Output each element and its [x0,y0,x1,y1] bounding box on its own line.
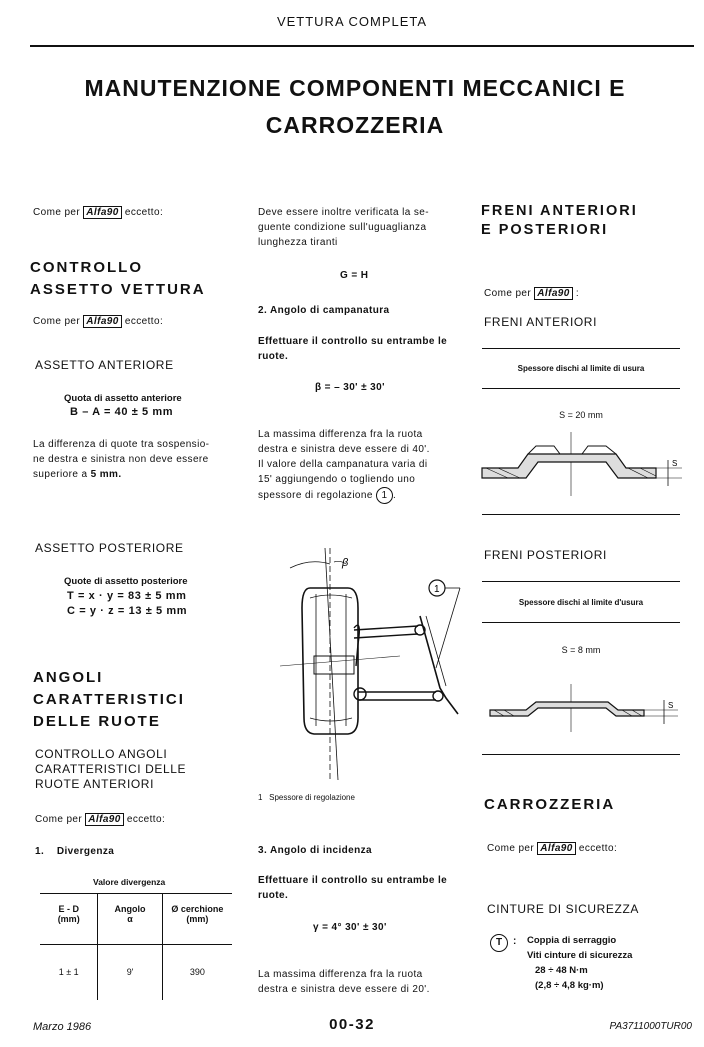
heading-line: FRENI ANTERIORI [481,203,638,219]
alfa90-badge: Alfa90 [83,315,121,328]
alfa90-badge: Alfa90 [85,813,123,826]
spessore-posteriori-label: Spessore dischi al limite d'usura [518,598,644,607]
torque-icon: T [490,934,508,952]
table-header-row [40,894,232,944]
campanatura-heading: 2. Angolo di campanatura [258,305,390,316]
heading-line: E POSTERIORI [481,222,609,238]
eccetto-text: eccetto: [126,814,166,825]
col3-come-per-2 [487,841,617,856]
text-line: Il valore della campanatura varia di [258,459,428,470]
disco-anteriore-diagram [478,430,688,500]
formula-line: T = x · y = 83 ± 5 mm [67,590,187,602]
section-header: VETTURA COMPLETA [276,14,428,29]
text-line: Coppia di serraggio [527,935,617,946]
col1-intro [33,205,163,220]
text-fragment: spessore di regolazione [258,490,373,501]
table-cell: 390 [189,967,205,977]
callout-circle: 1 [376,487,393,504]
valore-divergenza-caption: Valore divergenza [93,877,166,887]
heading-line: ASSETTO VETTURA [30,281,206,298]
divergenza-table [40,893,232,1000]
formula-anteriore: B – A = 40 ± 5 mm [70,406,174,418]
page-title [30,70,680,144]
rule [482,754,680,755]
text-line: Effettuare il controllo su entrambe le [258,875,448,886]
tiranti-paragraph [258,205,458,250]
col1-come-per-3 [35,812,165,827]
text-line: ruote. [258,890,289,901]
alfa90-badge: Alfa90 [83,206,121,219]
table-cell: 9' [98,945,162,1000]
angoli-caratteristici-heading [33,667,185,733]
controllo-angoli-heading [35,747,186,792]
come-per-text: Come per [33,207,81,218]
footer-code: PA3711000TUR00 [609,1021,692,1032]
text-line: destra e sinistra deve essere di 40'. [258,444,430,455]
page-number: 00-32 [329,1016,375,1033]
colon-text: : [575,288,580,299]
freni-heading [481,202,638,240]
text-line: 15' aggiungendo o togliendo uno [258,474,416,485]
table-row [40,945,232,1000]
col1-come-per-2 [33,314,163,329]
table-header-cell: Ø cerchione (mm) [171,904,224,924]
eccetto-text: eccetto: [124,207,164,218]
text-line: ne destra e sinistra non deve essere [33,454,209,465]
col3-come-per [484,286,579,301]
text-line: Effettuare il controllo su entrambe le [258,336,448,347]
eccetto-text: eccetto: [124,316,164,327]
s-anteriori-value: S = 20 mm [559,410,603,420]
eccetto-text: eccetto: [578,843,618,854]
beta-label: β [342,557,349,569]
s-dimension-label: S [668,701,674,710]
freni-anteriori-heading: FRENI ANTERIORI [484,315,598,329]
colon-text: : [513,936,517,947]
footer-date: Marzo 1986 [33,1021,92,1033]
text-line: guente condizione sull'uguaglianza [258,222,427,233]
cinture-heading: CINTURE DI SICUREZZA [487,902,640,916]
callout-number: 1 [434,584,440,595]
quota-anteriore-label: Quota di assetto anteriore [64,393,182,404]
divergenza-heading: 1. Divergenza [35,846,115,857]
campanatura-diagram [270,548,470,780]
page-title-line-1: MANUTENZIONE COMPONENTI MECCANICI E [84,75,626,101]
text-line [33,467,238,482]
text-line: La massima differenza fra la ruota [258,429,423,440]
text-fragment: superiore a [33,469,91,480]
alfa90-badge: Alfa90 [537,842,575,855]
heading-line: ANGOLI [33,669,104,686]
text-line: 28 ÷ 48 N·m [535,965,588,976]
disco-posteriore-diagram [478,680,688,736]
come-per-text: Come per [33,316,81,327]
campanatura-instruction [258,334,447,364]
s-posteriori-value: S = 8 mm [561,645,601,655]
table-header-cell: E - D (mm) [40,894,98,944]
formula-line: C = y · z = 13 ± 5 mm [67,605,188,617]
s-dimension-label: S [672,459,678,468]
table-cell: 1 ± 1 [40,945,98,1000]
rule [482,388,680,389]
spessore-anteriori-label: Spessore dischi al limite di usura [517,364,645,373]
eq-gh: G = H [340,270,369,281]
assetto-anteriore-heading: ASSETTO ANTERIORE [35,358,174,372]
text-line: La massima differenza fra la ruota [258,969,423,980]
page-title-line-2: CARROZZERIA [265,112,445,138]
text-line: ruote. [258,351,289,362]
formula-posteriore [67,589,187,619]
heading-line: CONTROLLO ANGOLI [35,747,168,761]
campanatura-paragraph [258,427,458,504]
heading-line: CONTROLLO [30,259,143,276]
incidenza-paragraph [258,967,458,997]
text-line: La differenza di quote tra sospensio- [33,439,210,450]
table-header-cell: Angolo α [98,894,162,944]
heading-line: CARATTERISTICI [33,691,185,708]
incidenza-heading: 3. Angolo di incidenza [258,845,372,856]
heading-line: RUOTE ANTERIORI [35,777,155,791]
figure-caption: 1 Spessore di regolazione [258,793,355,802]
incidenza-instruction [258,873,447,903]
beta-formula: β = – 30' ± 30' [315,382,385,393]
assetto-posteriore-heading: ASSETTO POSTERIORE [35,541,184,555]
alfa90-badge: Alfa90 [534,287,572,300]
rule [482,581,680,582]
rule [482,348,680,349]
text-line: spessore di regolazione 1 . [258,487,458,504]
heading-line: CARATTERISTICI DELLE [35,762,187,776]
text-line: destra e sinistra deve essere di 20'. [258,984,430,995]
gamma-formula: γ = 4° 30' ± 30' [313,922,387,933]
header-rule [30,45,694,47]
freni-posteriori-heading: FRENI POSTERIORI [484,548,607,562]
text-fragment: 5 mm. [90,469,122,480]
coppia-serraggio-block [527,933,632,993]
carrozzeria-heading: CARROZZERIA [484,796,616,813]
come-per-text: Come per [487,843,535,854]
text-line: (2,8 ÷ 4,8 kg·m) [535,980,604,991]
text-line: Viti cinture di sicurezza [527,950,633,961]
text-line: lunghezza tiranti [258,237,338,248]
differenza-quote-paragraph [33,437,238,482]
heading-line: DELLE RUOTE [33,713,161,730]
text-line: Deve essere inoltre verificata la se- [258,207,429,218]
rule [482,514,680,515]
come-per-text: Come per [35,814,83,825]
quota-posteriore-label: Quote di assetto posteriore [64,576,188,587]
come-per-text: Come per [484,288,532,299]
rule [482,622,680,623]
controllo-assetto-heading [30,257,206,301]
